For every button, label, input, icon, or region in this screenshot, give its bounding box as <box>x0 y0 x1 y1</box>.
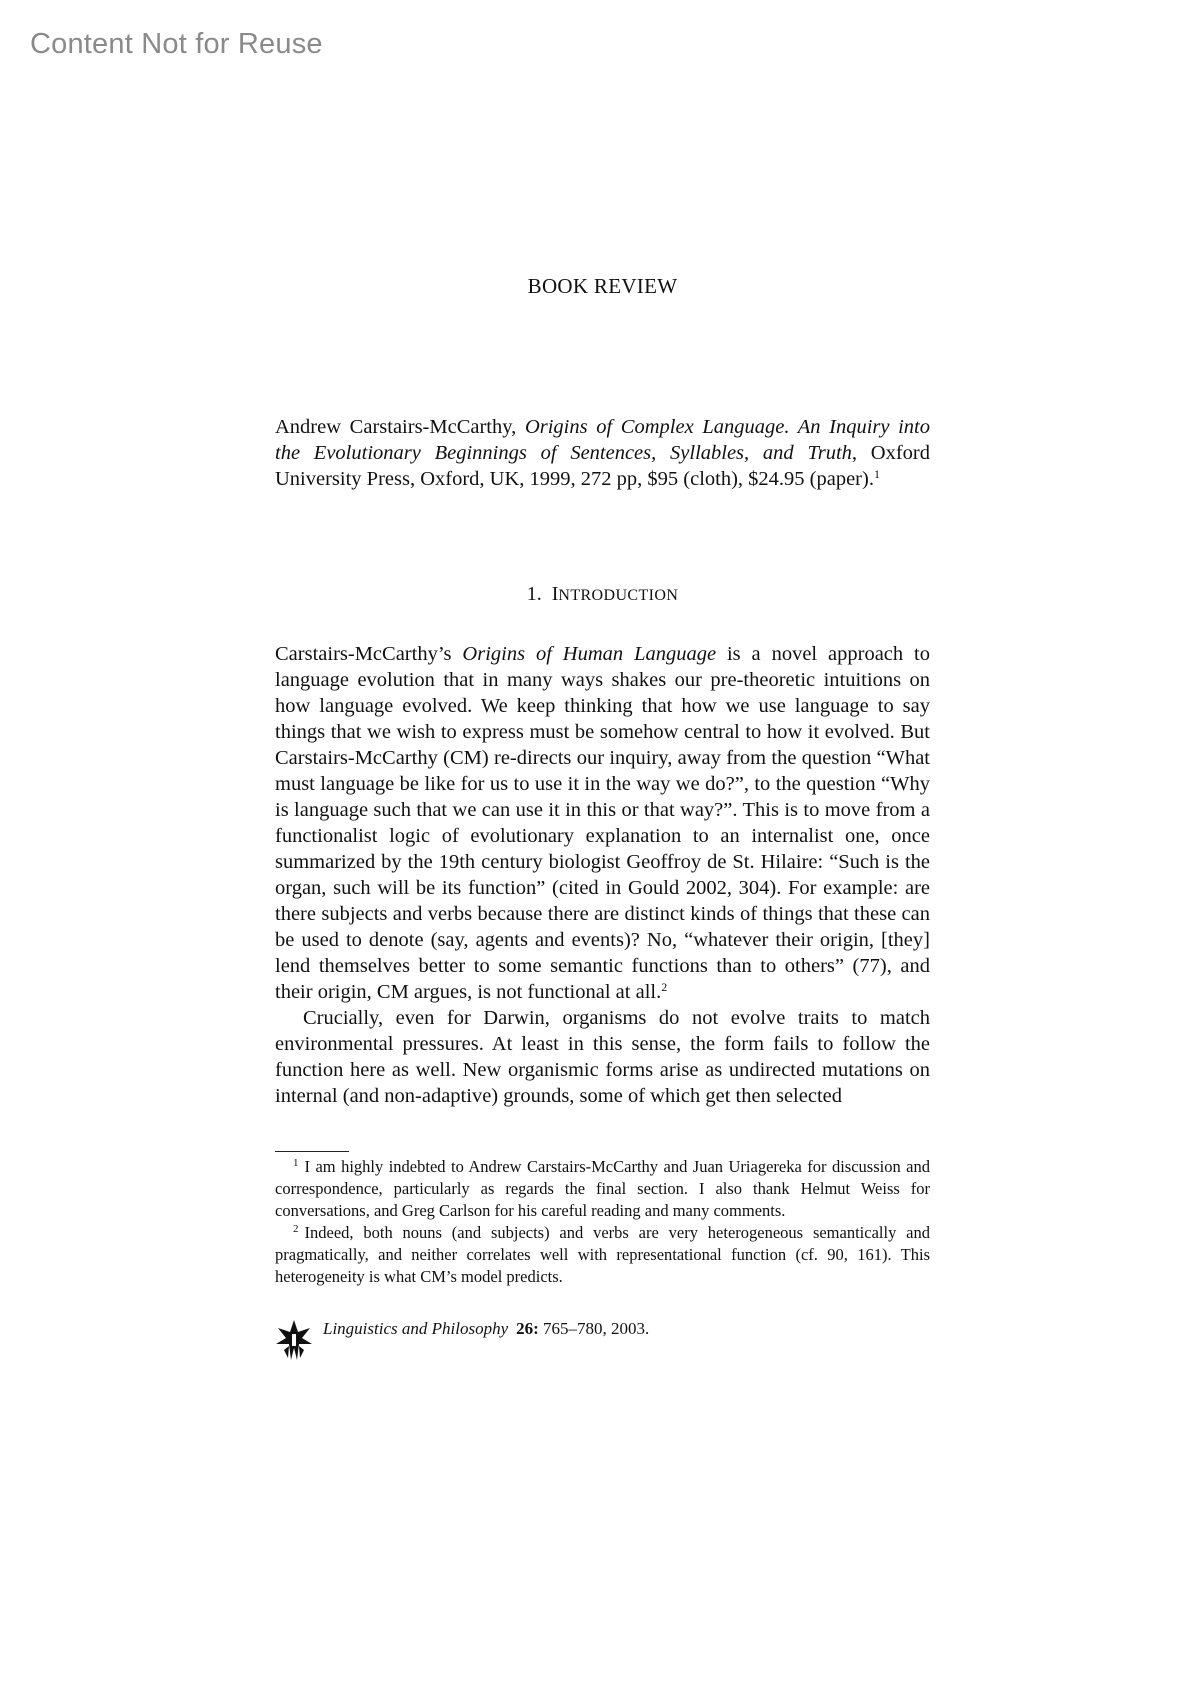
citation-publisher: , Oxford University Press, Oxford, UK, 1999, 272 pp, $95 (cloth), $24.95 (paper). <box>275 442 930 490</box>
section-heading <box>275 583 930 606</box>
paragraph-text: is a novel approach to language evolution that in many ways shakes our pre-theoretic intuitions on how language evolved. We keep thinking that how we use language to say things that we wish to express must be somehow central to how it evolved. But Carstairs-McCarthy (CM) re-directs our inquiry, away from the question “What must language be like for us to use it in the way we do?”, to the question “Why is language such that we can use it in this or that way?”. This is to move from a functionalist logic of evolutionary explanation to an internalist one, once summarized by the 19th century biologist Geoffroy de St. Hilaire: “Such is the organ, such will be its function” (cited in Gould 2002, 304). For example: are there subjects and verbs because there are distinct kinds of things that these can be used to denote (say, agents and events)? No, “whatever their origin, [they] lend themselves better to some semantic functions than to others” (77), and their origin, CM argues, is not functional at all. <box>275 643 930 1003</box>
footnote-ref-1[interactable]: 1 <box>873 467 880 481</box>
paragraph-text: Crucially, even for Darwin, organisms do not evolve traits to match environmental pressures. At least in this sense, the form fails to follow the function here as well. New organismic forms arise as undirected mutations on internal (and non-adaptive) grounds, some of which get then selected <box>275 1007 930 1107</box>
paragraph <box>275 1005 930 1109</box>
section-number: 1. <box>526 583 542 605</box>
body-text <box>275 641 930 1109</box>
footnote <box>275 1222 930 1288</box>
journal-pages-year: 765–780, 2003. <box>538 1319 650 1338</box>
journal-citation <box>323 1318 649 1340</box>
footnote-number: 2 <box>293 1223 299 1235</box>
page-title: BOOK REVIEW <box>527 274 678 298</box>
citation-book-title: Origins of Complex Language. An Inquiry into the Evolutionary Beginnings of Sentences, Syllables, and Truth <box>275 416 930 464</box>
section-title-initial: I <box>551 583 559 605</box>
journal-name: Linguistics and Philosophy <box>323 1319 509 1338</box>
watermark: Content Not for Reuse <box>30 28 323 60</box>
paragraph <box>275 641 930 1005</box>
footnote-ref-2[interactable]: 2 <box>661 980 668 994</box>
book-citation <box>275 414 930 492</box>
journal-volume: 26: <box>516 1319 539 1338</box>
footnote-text: Indeed, both nouns (and subjects) and verbs are very heterogeneous semantically and pragmatically, and neither correlates well with representational function (cf. 90, 161). This heterogeneity is what CM’s model predicts. <box>275 1223 930 1286</box>
journal-info <box>275 1318 930 1362</box>
publisher-logo-icon <box>275 1318 313 1362</box>
footnote-divider <box>275 1151 349 1152</box>
footnote-text: I am highly indebted to Andrew Carstairs-McCarthy and Juan Uriagereka for discussion and correspondence, particularly as regards the final section. I also thank Helmut Weiss for conversations, and Greg Carlson for his careful reading and many comments. <box>275 1157 930 1220</box>
footnote-number: 1 <box>293 1157 299 1169</box>
citation-author: Andrew Carstairs-McCarthy, <box>275 416 517 438</box>
paragraph-lead: Carstairs-McCarthy’s <box>275 643 452 665</box>
section-title-rest: NTRODUCTION <box>558 587 679 604</box>
footnote <box>275 1156 930 1222</box>
footnotes <box>275 1156 930 1288</box>
book-title-inline: Origins of Human Language <box>462 643 717 665</box>
